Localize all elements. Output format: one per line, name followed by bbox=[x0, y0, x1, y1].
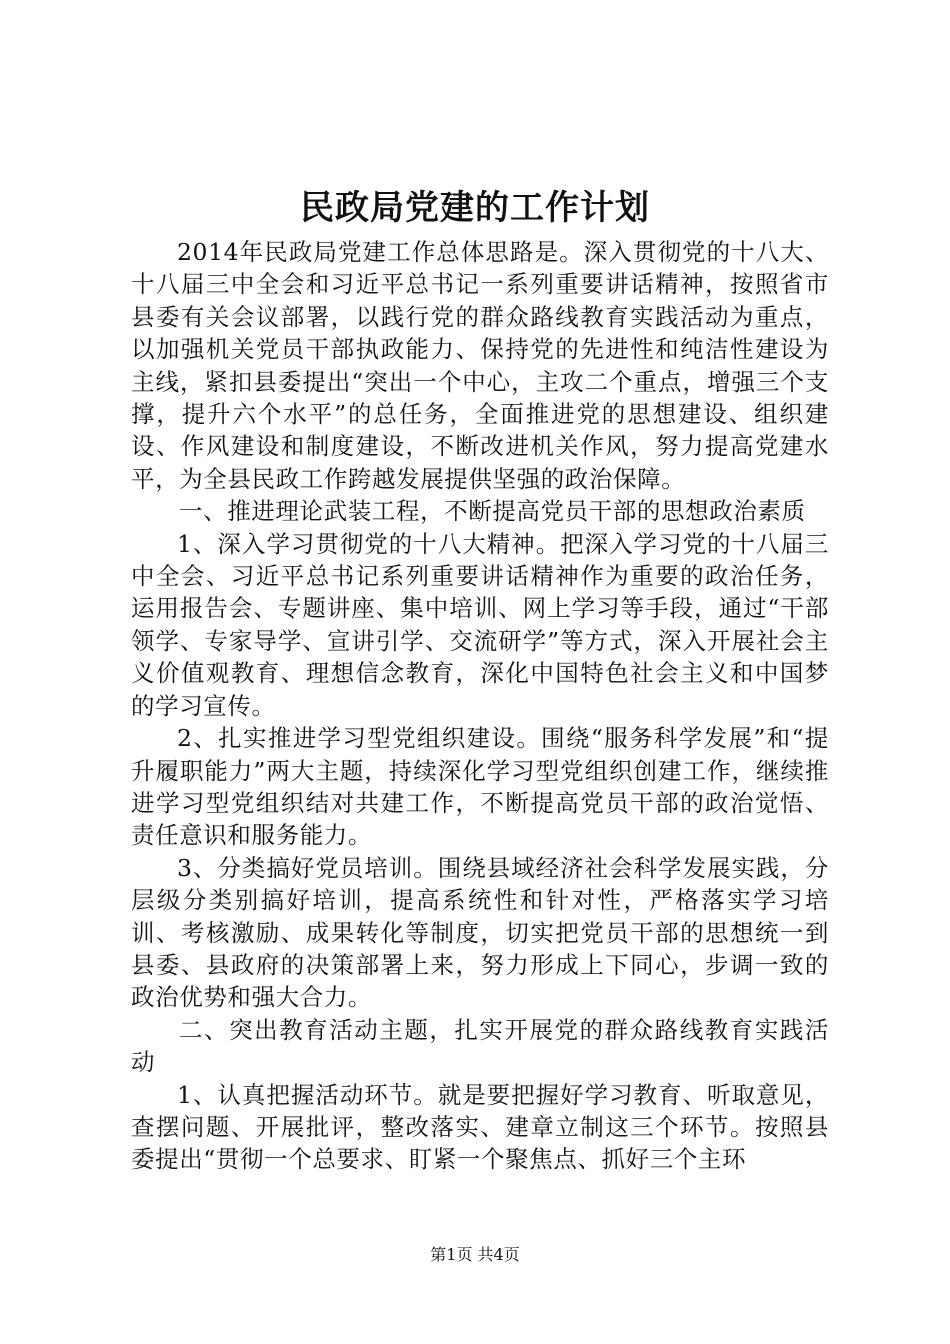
document-title: 民政局党建的工作计划 bbox=[300, 188, 650, 228]
paragraph-1-2: 2、扎实推进学习型党组织建设。围绕“服务科学发展”和“提升履职能力”两大主题，持续深化学习型党组织创建工作，继续推进学习型党组织结对共建工作，不断提高党员干部的政治觉悟、责任意识和服务能力。 bbox=[131, 724, 829, 850]
paragraph-overview: 2014年民政局党建工作总体思路是。深入贯彻党的十八大、十八届三中全会和习近平总书记一系列重要讲话精神，按照省市县委有关会议部署，以践行党的群众路线教育实践活动为重点，以加强机关党员干部执政能力、保持党的先进性和纯洁性建设为主线，紧扣县委提出“突出一个中心，主攻二个重点，增强三个支撑，提升六个水平”的总任务，全面推进党的思想建设、组织建设、作风建设和制度建设，不断改进机关作风，努力提高党建水平，为全县民政工作跨越发展提供坚强的政治保障。 bbox=[131, 238, 829, 493]
section-heading-2: 二、突出教育活动主题，扎实开展党的群众路线教育实践活动 bbox=[131, 1015, 829, 1077]
paragraph-1-1: 1、深入学习贯彻党的十八大精神。把深入学习党的十八届三中全会、习近平总书记系列重要讲话精神作为重要的政治任务，运用报告会、专题讲座、集中培训、网上学习等手段，通过“干部领学、专家导学、宣讲引学、交流研学”等方式，深入开展社会主义价值观教育、理想信念教育，深化中国特色社会主义和中国梦的学习宣传。 bbox=[131, 529, 829, 720]
paragraph-2-1: 1、认真把握活动环节。就是要把握好学习教育、听取意见，查摆问题、开展批评，整改落实、建章立制这三个环节。按照县委提出“贯彻一个总要求、盯紧一个聚焦点、抓好三个主环 bbox=[131, 1080, 829, 1174]
document-body bbox=[131, 236, 829, 1176]
paragraph-1-3: 3、分类搞好党员培训。围绕县域经济社会科学发展实践，分层级分类别搞好培训，提高系统性和针对性，严格落实学习培训、考核激励、成果转化等制度，切实把党员干部的思想统一到县委、县政府的决策部署上来，努力形成上下同心，步调一致的政治优势和强大合力。 bbox=[131, 853, 829, 1012]
page-footer: 第1页 共4页 bbox=[430, 1245, 520, 1264]
section-heading-1: 一、推进理论武装工程，不断提高党员干部的思想政治素质 bbox=[179, 497, 806, 526]
